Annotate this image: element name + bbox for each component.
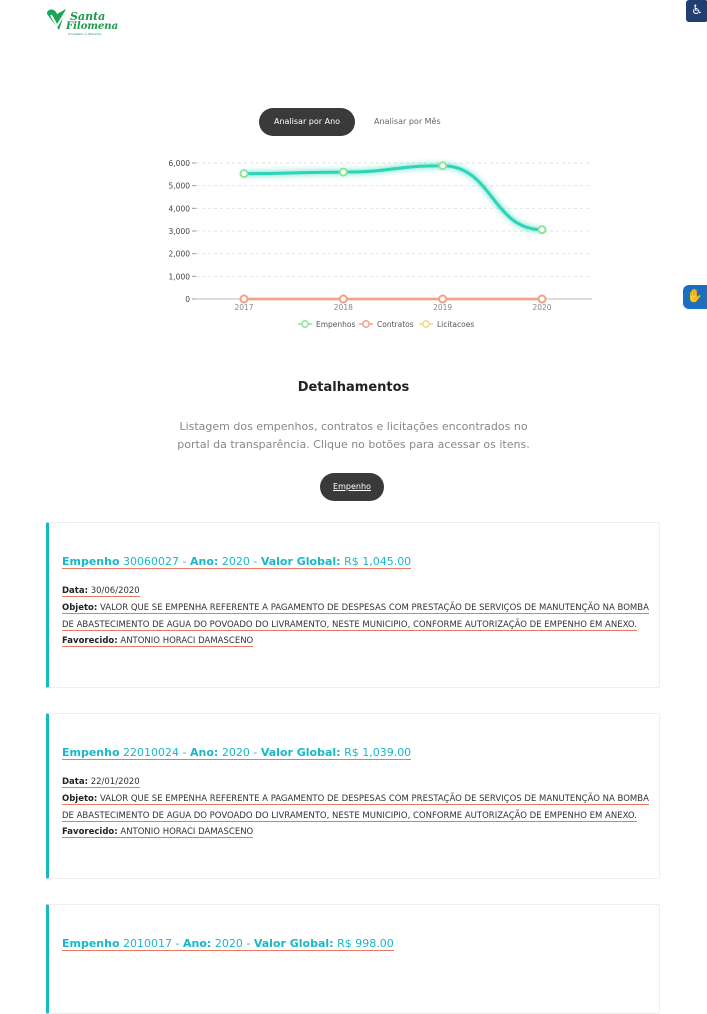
y-tick-label: 5,000	[168, 181, 190, 191]
y-tick-label: 2,000	[168, 249, 190, 259]
accessibility-button[interactable]	[686, 0, 707, 22]
data-point-contratos	[241, 296, 248, 303]
x-tick-label: 2019	[433, 303, 453, 312]
card-numero: 2010017	[123, 937, 173, 950]
label-ano: Ano:	[183, 937, 212, 950]
analysis-tabs	[259, 108, 456, 136]
tab-analisar-por-ano[interactable]: Analisar por Ano	[259, 108, 355, 136]
card-objeto: VALOR QUE SE EMPENHA REFERENTE A PAGAMENTO DE DESPESAS COM PRESTAÇÃO DE SERVIÇOS DE MANUTENÇÃO NA BOMBA DE ABASTECIMENTO DE AGUA DO POVOADO DO LIVRAMENTO, NESTE MUNICIPIO, CONFORME AUTORIZAÇÃO DE EMPENHO EM ANEXO.	[62, 602, 649, 630]
data-point-empenhos	[340, 169, 347, 176]
y-tick-label: 1,000	[168, 272, 190, 282]
data-point-empenhos	[241, 170, 248, 177]
legend-marker-dot	[363, 321, 369, 327]
label-favorecido: Favorecido:	[62, 827, 118, 838]
logo-text-santa: Santa	[70, 10, 106, 23]
card-header[interactable]	[62, 746, 411, 759]
hand-icon: ✋	[686, 289, 704, 304]
label-data: Data:	[62, 586, 88, 596]
x-tick-label: 2017	[234, 303, 254, 312]
label-empenho: Empenho	[62, 937, 120, 950]
label-valor: Valor Global:	[253, 937, 334, 950]
legend-label: Licitacoes	[437, 320, 475, 329]
series-line-empenhos	[244, 166, 542, 230]
label-favorecido: Favorecido:	[62, 636, 118, 647]
card-ano: 2020	[221, 555, 250, 568]
label-ano: Ano:	[190, 555, 219, 568]
data-point-contratos	[539, 296, 546, 303]
label-ano: Ano:	[190, 746, 219, 759]
data-point-empenhos	[539, 226, 546, 233]
card-favorecido: ANTONIO HORACI DAMASCENO	[120, 636, 254, 647]
logo-tagline: O trabalho é diferente	[68, 32, 102, 36]
legend-marker-dot	[423, 321, 429, 327]
label-valor: Valor Global:	[260, 746, 341, 759]
sep: -	[182, 555, 187, 568]
card-valor: R$ 1,039.00	[344, 746, 412, 759]
card-objeto: VALOR QUE SE EMPENHA REFERENTE A PAGAMENTO DE DESPESAS COM PRESTAÇÃO DE SERVIÇOS DE MANUTENÇÃO NA BOMBA DE ABASTECIMENTO DE AGUA DO POVOADO DO LIVRAMENTO, NESTE MUNICIPIO, CONFORME AUTORIZAÇÃO DE EMPENHO EM ANEXO.	[62, 793, 649, 821]
details-title: Detalhamentos	[297, 380, 410, 395]
label-empenho: Empenho	[62, 555, 120, 568]
card-body	[62, 583, 652, 650]
empenho-card[interactable]	[46, 904, 660, 1014]
sep: -	[182, 746, 187, 759]
card-valor: R$ 998.00	[337, 937, 394, 950]
card-numero: 22010024	[123, 746, 180, 759]
details-description: Listagem dos empenhos, contratos e licitações encontrados no portal da transparência. Clique no botões para acessar os itens.	[177, 420, 530, 451]
label-empenho: Empenho	[62, 746, 120, 759]
logo-text-filomena: Filomena	[66, 21, 119, 32]
label-objeto: Objeto:	[62, 602, 98, 613]
card-body	[62, 774, 652, 841]
card-ano: 2020	[221, 746, 250, 759]
label-objeto: Objeto:	[62, 793, 98, 804]
y-tick-label: 6,000	[168, 159, 190, 168]
tab-analisar-por-mes[interactable]: Analisar por Mês	[374, 117, 441, 126]
data-point-contratos	[340, 296, 347, 303]
logo[interactable]	[44, 6, 119, 36]
label-data: Data:	[62, 777, 88, 787]
card-data: 30/06/2020	[90, 586, 140, 596]
card-header[interactable]	[62, 937, 394, 950]
sep: -	[175, 937, 180, 950]
y-tick-label: 0	[185, 295, 190, 304]
y-tick-label: 3,000	[168, 227, 190, 236]
card-data: 22/01/2020	[90, 777, 140, 787]
card-favorecido: ANTONIO HORACI DAMASCENO	[120, 827, 254, 838]
empenho-card[interactable]	[46, 522, 660, 688]
card-ano: 2020	[214, 937, 243, 950]
libras-button[interactable]	[683, 285, 707, 309]
card-header[interactable]	[62, 555, 411, 568]
sep: -	[253, 746, 258, 759]
legend-marker-dot	[302, 321, 308, 327]
card-valor: R$ 1,045.00	[344, 555, 412, 568]
empenho-button[interactable]: Empenho	[320, 473, 384, 501]
x-tick-label: 2018	[333, 303, 353, 312]
label-valor: Valor Global:	[260, 555, 341, 568]
legend-label: Empenhos	[316, 320, 356, 329]
data-point-contratos	[439, 296, 446, 303]
card-numero: 30060027	[123, 555, 180, 568]
wheelchair-icon: ♿	[691, 3, 703, 18]
sep: -	[246, 937, 251, 950]
data-point-empenhos	[439, 162, 446, 169]
y-tick-label: 4,000	[168, 204, 190, 214]
line-chart	[160, 150, 600, 340]
x-tick-label: 2020	[532, 303, 552, 312]
legend-label: Contratos	[377, 320, 414, 329]
sep: -	[253, 555, 258, 568]
empenho-card[interactable]	[46, 713, 660, 879]
